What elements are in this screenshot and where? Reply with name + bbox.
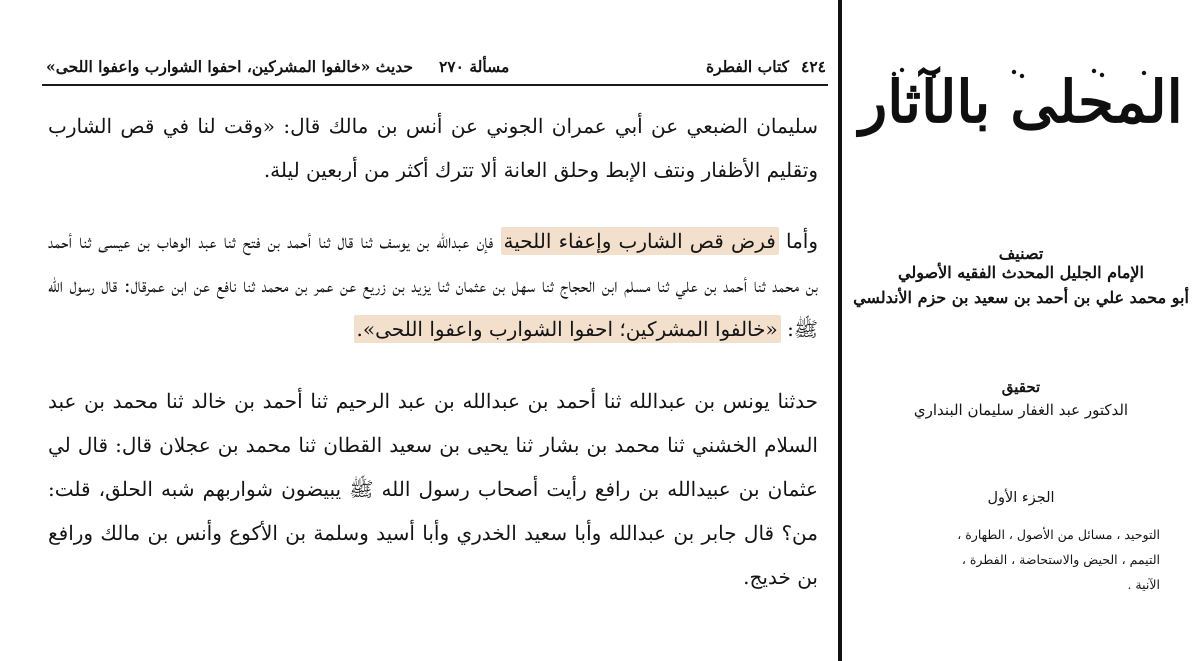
- contents-line: التوحيد ، مسائل من الأصول ، الطهارة ،: [957, 527, 1160, 542]
- author-name: أبو محمد علي بن أحمد بن سعيد بن حزم الأندلسي: [853, 288, 1189, 307]
- paragraph-1: سليمان الضبعي عن أبي عمران الجوني عن أنس بن مالك قال: «وقت لنا في قص الشارب وتقليم الأظفار ونتف الإبط وحلق العانة ألا تترك أكثر من أربعين ليلة.: [48, 114, 818, 182]
- contents-line: الآنية .: [1127, 577, 1160, 592]
- paragraph-2-chain: فإن عبدالله بن يوسف ثنا قال ثنا أحمد بن فتح ثنا عبد الوهاب بن عيسى ثنا أحمد بن محمد ثنا أحمد بن علي ثنا مسلم ابن الحجاج ثنا سهل بن عثمان ثنا يزيد بن زريع عن عمر بن محمد ثنا نافع عن ابن عمرقال: قال رسول الله ﷺ:: [48, 229, 818, 341]
- header-rule: [42, 84, 828, 86]
- contents-line: التيمم ، الحيض والاستحاضة ، الفطرة ،: [961, 552, 1160, 567]
- highlight-ruling: فرض قص الشارب وإعفاء اللحية: [501, 227, 779, 255]
- tahqiq-label: تحقيق: [1001, 378, 1041, 396]
- paragraph-2-intro: وأما: [785, 229, 819, 253]
- issue-number: مسألة ٢٧٠: [438, 56, 510, 76]
- paragraph-3: حدثنا يونس بن عبدالله ثنا أحمد بن عبدالله بن عبد الرحيم ثنا أحمد بن خالد ثنا محمد بن عبد السلام الخشني ثنا محمد بن بشار ثنا يحيى بن سعيد القطان ثنا محمد بن عجلان قال: قال لي عثمان بن عبيدالله بن رافع رأيت أصحاب رسول الله ﷺ يبيضون شواربهم شبه الحلق، قلت: من؟ قال جابر بن عبدالله وأبا سعيد الخدري وأبا أسيد وسلمة بن الأكوع وأنس بن مالك ورافع بن خديج.: [48, 389, 818, 589]
- book-name: كتاب الفطرة: [705, 56, 790, 76]
- highlight-hadith-quote: «خالفوا المشركين؛ احفوا الشوارب واعفوا اللحى».: [354, 315, 781, 343]
- book-title: المحلى بالآثار: [859, 68, 1183, 136]
- editor-name: الدكتور عبد الغفار سليمان البنداري: [913, 401, 1129, 419]
- page-body: [48, 104, 818, 599]
- paragraph-2: [48, 219, 818, 351]
- running-head-right: [706, 57, 826, 76]
- hadith-topic: حديث «خالفوا المشركين، احفوا الشوارب واعفوا اللحى»: [46, 56, 413, 76]
- page-number: ٤٢٤: [801, 56, 826, 76]
- book-cover: [842, 0, 1200, 661]
- volume-contents: [860, 522, 1160, 597]
- running-head: [46, 53, 826, 79]
- volume-label: الجزء الأول: [987, 490, 1055, 506]
- imam-line: الإمام الجليل المحدث الفقيه الأصولي: [898, 263, 1144, 282]
- running-head-middle: [46, 57, 509, 76]
- authored-label: تصنيف: [998, 244, 1044, 263]
